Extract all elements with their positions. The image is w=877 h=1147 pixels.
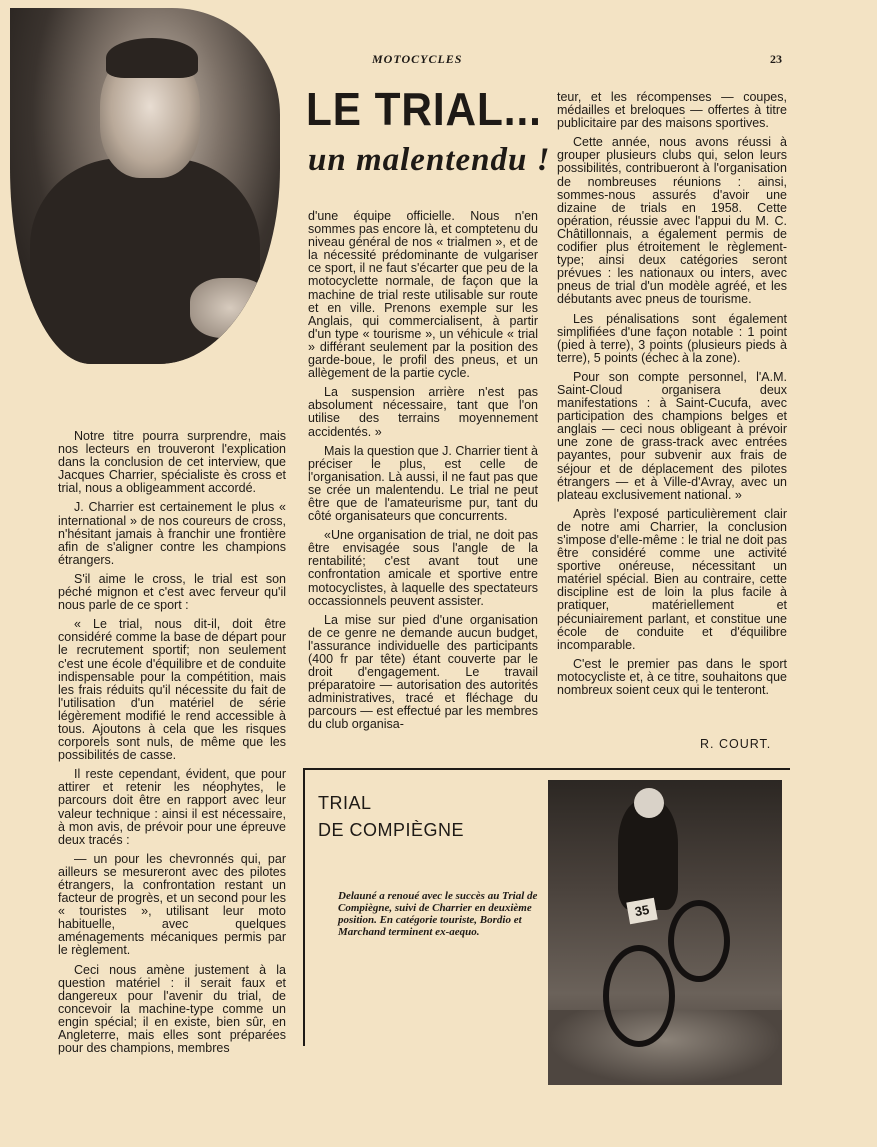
page-number: 23 (770, 52, 782, 66)
paragraph: teur, et les récompenses — coupes, médailles et breloques — offertes à titre publicitaire par des maisons sportives. (557, 90, 787, 131)
paragraph: C'est le premier pas dans le sport motocycliste et, à ce titre, souhaitons que nombreux soient ceux qui le tenteront. (557, 656, 787, 698)
article-title: LE TRIAL... (306, 83, 542, 135)
paragraph: Notre titre pourra surprendre, mais nos lecteurs en trouveront l'explication dans la conclusion de cet interview, que Jacques Charrier, spécialiste ès cross et trial, nous a obligeamment accordé. (58, 429, 286, 496)
paragraph: Après l'exposé particulièrement clair de notre ami Charrier, la conclusion s'impose d'elle-même : le trial ne doit pas être considéré comme une activité sportive onéreuse, nécessitant un matériel spécial. Bien au contraire, cette discipline est de loin la plus facile à pratiquer, matériellement et pécuniairement parlant, et constitue une école de conduite et d'équilibre incomparable. (557, 506, 787, 652)
paragraph: Les pénalisations sont également simplifiées d'une façon notable : 1 point (pied à terre), 3 points (plusieurs pieds à terre), 5 points (échec à la zone). (557, 311, 787, 365)
paragraph: Il reste cependant, évident, que pour attirer et retenir les néophytes, le parcours doit être en rapport avec leur valeur technique : ainsi il est nécessaire, à mon avis, de prévoir pour une épreuve deux tracés : (58, 767, 286, 847)
paragraph: Ceci nous amène justement à la question matériel : il serait faux et dangereux pour l'avenir du trial, de concevoir la machine-type comme un engin spécial; il en existe, bien sûr, en Angleterre, mais elles sont préparées pour des champions, membres (58, 962, 286, 1056)
sidebar-title-line-2: DE COMPIÈGNE (318, 820, 465, 840)
rear-wheel-icon (603, 945, 675, 1047)
paragraph: « Le trial, nous dit-il, doit être considéré comme la base de départ pour le recrutement sportif; non seulement c'est une école d'équilibre et de conduite indispensable pour la compétition, mais les frais réduits qu'il nécessite du fait de l'utilisation d'un matériel de série légèrement modifié le rend accessible à tous. Ajoutons à cela que les risques corporels sont nuls, de même que les possibilités de casse. (58, 617, 286, 763)
portrait-hair (106, 38, 198, 78)
paragraph: Mais la question que J. Charrier tient à préciser le plus, est celle de l'organisation. Là aussi, il ne faut pas que se crée un malentendu. Le trial ne peut être que de l'amateurisme pur, tant du côté organisateurs que concurrents. (308, 443, 538, 524)
portrait-photo (10, 8, 280, 364)
article-subtitle: un malentendu ! (308, 142, 551, 178)
paragraph: — un pour les chevronnés qui, par ailleurs se mesureront avec des pilotes étrangers, la confrontation restant un facteur de progrès, et un second pour les « touristes », utilisant leur moto habituelle, avec quelques aménagements mécaniques permis par le règlement. (58, 851, 286, 958)
photo-caption: Delauné a renoué avec le succès au Trial de Compiègne, suivi de Charrier en deuxième position. En catégorie touriste, Bordio et Marchand terminent ex-aequo. (338, 890, 538, 938)
trial-race-photo (548, 780, 782, 1085)
author-signature: R. COURT. (700, 737, 772, 751)
article-column-3 (557, 91, 787, 703)
paragraph: Pour son compte personnel, l'A.M. Saint-Cloud organisera deux manifestations : à Saint-Cucufa, avec participation des champions belges et anglais — ceci nous obligeant à prévoir une zone de grass-track avec entrées payantes, pour subvenir aux frais de séjour et de déplacement des pilotes étrangers — et à Ville-d'Avray, avec un plateau exclusivement national. » (557, 369, 787, 502)
front-wheel-icon (668, 900, 730, 982)
magazine-name: MOTOCYCLES (372, 52, 463, 66)
race-number-plate: 35 (626, 898, 657, 925)
portrait-hand (190, 278, 270, 338)
sidebar-title (318, 790, 464, 844)
paragraph: La mise sur pied d'une organisation de ce genre ne demande aucun budget, l'assurance individuelle des participants (400 fr par tête) étant couverte par le droit d'engagement. Le travail préparatoire — autorisation des autorités administratives, tracé et fléchage du parcours — est effectué par les membres du club organisa- (308, 612, 538, 732)
paragraph: J. Charrier est certainement le plus « international » de nos coureurs de cross, n'hésitant jamais à franchir une frontière afin de s'aligner contre les champions étrangers. (58, 500, 286, 567)
article-column-2 (308, 210, 538, 738)
article-column-1 (58, 430, 286, 1061)
helmet-icon (634, 788, 664, 818)
paragraph: Cette année, nous avons réussi à grouper plusieurs clubs qui, selon leurs possibilités, contribueront à l'organisation de nombreuses réunions : ainsi, sommes-nous assurés d'avoir une dizaine de trials en 1958. Cette opération, réussie avec l'appui du M. C. Châtillonnais, a également permis de codifier plus étroitement le règlement-type; ainsi deux catégories seront prévues : les nationaux ou inters, avec pneus de trial d'un modèle agréé, et les débutants avec pneus de tourisme. (557, 135, 787, 307)
paragraph: La suspension arrière n'est pas absolument nécessaire, tant que l'on utilise des terrains moyennement accidentés. » (308, 385, 538, 439)
paragraph: d'une équipe officielle. Nous n'en sommes pas encore là, et comptetenu du niveau général de nos « trialmen », et de la nécessité prédominante de vulgariser ce sport, il ne faut s'écarter que peu de la motocyclette normale, de façon que la machine de trial reste utilisable sur route et en ville. Prenons exemple sur les Anglais, qui commercialisent, à partir d'un type « tourisme », un véhicule « trial » différant seulement par la position des garde-boue, le profil des pneus, et un allègement de la partie cycle. (308, 209, 538, 381)
paragraph: «Une organisation de trial, ne doit pas être envisagée sous l'angle de la rentabilité; c'est avant tout une confrontation amicale et sportive entre motocyclistes, à laquelle des spectateurs occassionnels peuvent assister. (308, 528, 538, 608)
sidebar-title-line-1: TRIAL (318, 793, 372, 813)
paragraph: S'il aime le cross, le trial est son péché mignon et c'est avec ferveur qu'il nous parle de ce sport : (58, 571, 286, 613)
